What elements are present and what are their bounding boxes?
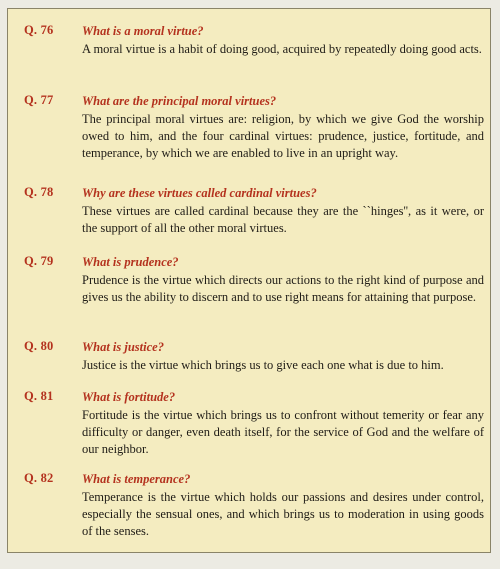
question-text: What is fortitude? — [82, 390, 176, 404]
question-number: Q. 82 — [24, 471, 54, 485]
question-number: Q. 80 — [24, 339, 54, 353]
answer-text: The principal moral virtues are: religion, by which we give God the worship owed to him, and the four cardinal virtues: prudence, justice, fortitude, and temperance, by which we are enabled to live in an upright way. — [82, 112, 484, 160]
qa-item-81 — [24, 389, 484, 458]
question-number: Q. 81 — [24, 389, 54, 403]
qa-item-78 — [24, 185, 484, 237]
answer-text: Fortitude is the virtue which brings us to confront without temerity or fear any difficulty or danger, even death itself, for the service of God and the welfare of our neighbor. — [82, 408, 484, 456]
qa-item-79 — [24, 254, 484, 306]
question-text: What is a moral virtue? — [82, 24, 204, 38]
answer-text: Justice is the virtue which brings us to give each one what is due to him. — [82, 358, 444, 372]
question-text: What are the principal moral virtues? — [82, 94, 277, 108]
question-number: Q. 78 — [24, 185, 54, 199]
answer-text: These virtues are called cardinal because they are the ``hinges'', as it were, or the support of all the other moral virtues. — [82, 204, 484, 235]
qa-item-82 — [24, 471, 484, 540]
qa-item-80 — [24, 339, 484, 374]
question-number: Q. 77 — [24, 93, 54, 107]
catechism-box — [7, 8, 491, 553]
qa-item-77 — [24, 93, 484, 162]
question-number: Q. 79 — [24, 254, 54, 268]
answer-text: Temperance is the virtue which holds our passions and desires under control, especially the sensual ones, and which brings us to moderation in using goods of the senses. — [82, 490, 484, 538]
question-number: Q. 76 — [24, 23, 54, 37]
qa-item-76 — [24, 23, 484, 58]
question-text: What is temperance? — [82, 472, 191, 486]
answer-text: Prudence is the virtue which directs our actions to the right kind of purpose and gives us the ability to discern and to use right means for attaining that purpose. — [82, 273, 484, 304]
question-text: Why are these virtues called cardinal virtues? — [82, 186, 317, 200]
question-text: What is justice? — [82, 340, 164, 354]
answer-text: A moral virtue is a habit of doing good, acquired by repeatedly doing good acts. — [82, 42, 482, 56]
question-text: What is prudence? — [82, 255, 179, 269]
